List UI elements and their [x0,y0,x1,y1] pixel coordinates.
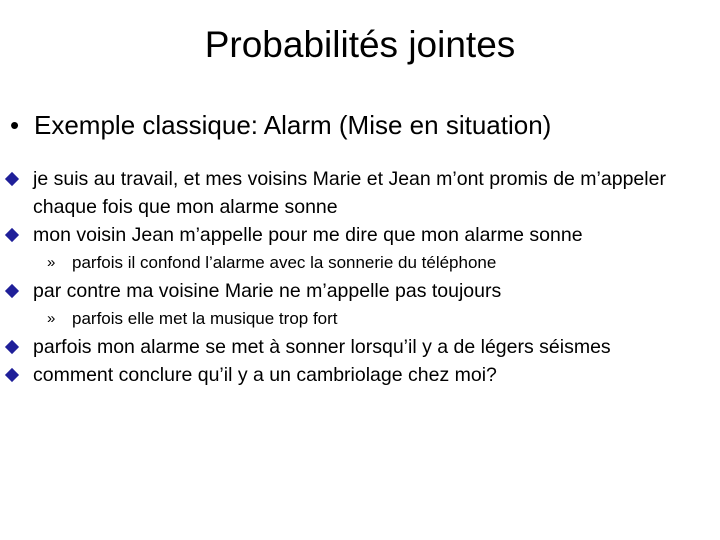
main-bullet [10,107,710,143]
main-bullet-text: Exemple classique: Alarm (Mise en situation) [34,110,552,140]
chevron-bullet-icon: » [47,254,56,271]
diamond-bullet-icon [5,228,19,242]
chevron-bullet-icon: » [47,310,56,327]
slide-title: Probabilités jointes [204,24,516,65]
sub-list-item-text: parfois elle met la musique trop fort [72,309,338,328]
list-item [0,277,720,305]
diamond-bullet-icon [5,340,19,354]
sub-list-item [0,305,720,333]
sub-list-item [0,249,720,277]
list-item [0,221,720,249]
list-item-text: comment conclure qu’il y a un cambriolage chez moi? [33,364,497,386]
bullet-list [0,165,720,389]
sub-list-item-text: parfois il confond l’alarme avec la sonnerie du téléphone [72,253,497,272]
list-item-text: parfois mon alarme se met à sonner lorsqu’il y a de légers séismes [33,336,611,358]
list-item-text: mon voisin Jean m’appelle pour me dire que mon alarme sonne [33,224,583,246]
bullet-dot-icon: • [10,110,20,140]
list-item [0,333,720,361]
list-item-text: je suis au travail, et mes voisins Marie et Jean m’ont promis de m’appeler chaque fois que mon alarme sonne [33,168,666,218]
diamond-bullet-icon [5,284,19,298]
list-item [0,165,713,221]
list-item-text: par contre ma voisine Marie ne m’appelle pas toujours [33,280,502,302]
list-item [0,361,720,389]
diamond-bullet-icon [5,368,19,382]
diamond-bullet-icon [5,172,19,186]
